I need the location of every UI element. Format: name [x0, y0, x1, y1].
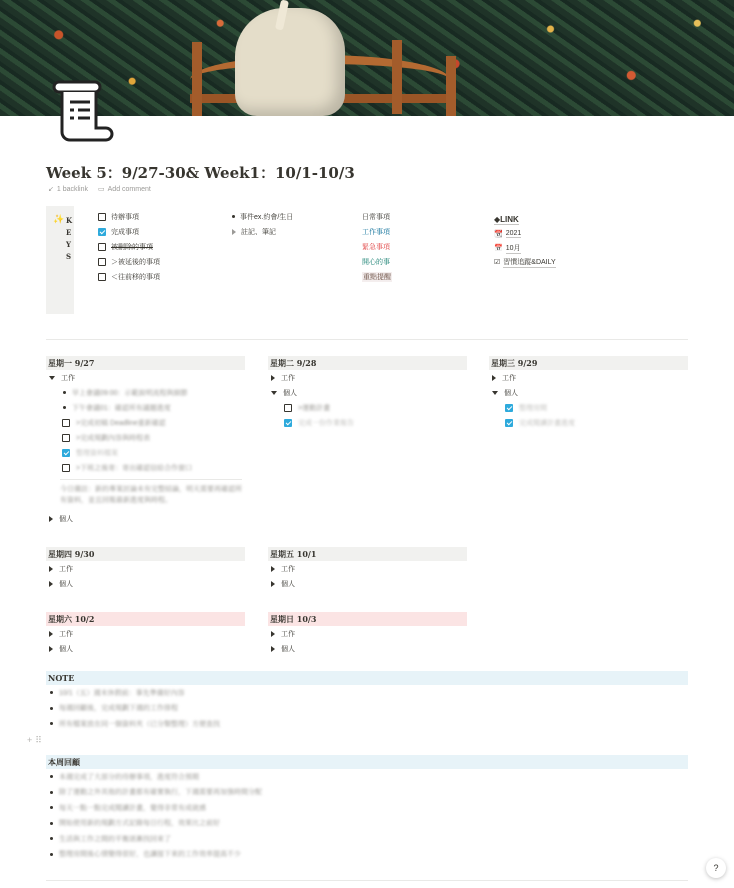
cover-fence-post — [192, 42, 202, 116]
bullet-icon — [50, 707, 53, 710]
list-item: 除了運動之外其他的計畫都有確實執行，下週需要再加強時間分配 — [46, 785, 688, 801]
day-heading: 星期二 9/28 — [268, 356, 467, 370]
plus-icon[interactable]: + — [27, 735, 33, 745]
day-heading: 星期五 10/1 — [268, 547, 467, 561]
toggle-arrow-icon[interactable] — [49, 581, 53, 587]
section-heading: 本周回顧 — [46, 755, 688, 769]
link-october[interactable]: 📅 10月 — [494, 244, 521, 252]
check-circle-icon: ☑ — [494, 259, 501, 266]
legend-todo: 待辦事項 — [98, 209, 160, 224]
list-item: 生活與工作之間的平衡逐漸找回來了 — [46, 831, 688, 847]
legend-color-urgent: 緊急事項 — [362, 243, 390, 251]
date-icon: 📅 — [494, 245, 503, 252]
add-comment-button[interactable]: ▭ Add comment — [98, 185, 151, 193]
list-item: 整理房間後心情變得很好，也讓接下來的工作效率提高不少 — [46, 847, 688, 863]
legend-color-highlight: 重點提醒 — [363, 273, 391, 281]
toggle-arrow-icon[interactable] — [271, 631, 275, 637]
note-paragraph: 今日備註：新的專案討論未有完整結論，明天需要再確認所有資料，並且回報最新進度與時程。 — [60, 486, 242, 504]
bullet-icon — [232, 215, 235, 218]
bullet-icon — [50, 837, 53, 840]
sparkle-icon: ✨ — [53, 214, 65, 224]
toggle-personal[interactable]: 個人 — [268, 576, 467, 591]
toggle-work[interactable]: 工作 — [46, 370, 245, 385]
checkbox[interactable] — [98, 273, 106, 281]
cover-fence-post — [392, 40, 402, 114]
legend-colors — [362, 209, 392, 284]
bullet-icon — [50, 691, 53, 694]
legend-moved-forward: ＜往前移的事項 — [98, 269, 160, 284]
list-item: 開始使用新的規劃方式記錄每日行程，效果比之前好 — [46, 816, 688, 832]
legend-markers — [232, 209, 293, 239]
divider — [46, 880, 688, 881]
scroll-icon[interactable] — [50, 78, 114, 144]
todo-item: 整理資料檔案 — [46, 445, 245, 460]
divider — [60, 479, 242, 480]
divider — [46, 339, 688, 340]
question-icon: ? — [713, 863, 719, 873]
toggle-arrow-icon[interactable] — [271, 375, 275, 381]
checkbox[interactable] — [62, 434, 70, 442]
day-heading: 星期一 9/27 — [46, 356, 245, 370]
day-heading: 星期三 9/29 — [489, 356, 688, 370]
block-handle[interactable] — [27, 735, 42, 746]
checkbox[interactable] — [284, 404, 292, 412]
toggle-work[interactable]: 工作 — [268, 370, 467, 385]
toggle-work[interactable]: 工作 — [46, 626, 245, 641]
day-thursday — [46, 547, 245, 591]
list-item: 下午會議01：確認所有議題進度 — [46, 400, 245, 415]
toggle-arrow-icon[interactable] — [49, 566, 53, 572]
checkbox-checked[interactable] — [505, 404, 513, 412]
legend-color-happy: 開心的事 — [362, 258, 390, 266]
section-heading: NOTE — [46, 671, 688, 685]
day-wednesday — [489, 356, 688, 430]
legend-color-work: 工作事項 — [362, 228, 390, 236]
note-section — [46, 671, 688, 732]
toggle-arrow-icon[interactable] — [232, 229, 236, 235]
toggle-work[interactable]: 工作 — [489, 370, 688, 385]
cover-unicorn — [235, 8, 345, 116]
list-item: 10/1（五）週末休假前：事先準備好內容 — [46, 685, 688, 701]
review-section — [46, 755, 688, 862]
legend-event: 事件ex.約會/生日 — [232, 209, 293, 224]
toggle-work[interactable]: 工作 — [268, 561, 467, 576]
day-heading: 星期六 10/2 — [46, 612, 245, 626]
day-heading: 星期日 10/3 — [268, 612, 467, 626]
checkbox[interactable] — [62, 464, 70, 472]
toggle-personal[interactable]: 個人 — [489, 385, 688, 400]
bullet-icon — [50, 806, 53, 809]
bullet-icon — [63, 391, 66, 394]
help-button[interactable] — [706, 858, 726, 878]
legend-checkboxes — [98, 209, 160, 284]
toggle-personal[interactable]: 個人 — [268, 385, 467, 400]
cover-fence-post — [446, 56, 456, 116]
bullet-icon — [50, 722, 53, 725]
todo-item: >運動計畫 — [268, 400, 467, 415]
day-saturday — [46, 612, 245, 656]
keys-callout — [46, 206, 74, 314]
checkbox-checked[interactable] — [62, 449, 70, 457]
toggle-arrow-icon[interactable] — [271, 646, 275, 652]
toggle-personal[interactable]: 個人 — [46, 641, 245, 656]
day-friday — [268, 547, 467, 591]
toggle-arrow-icon[interactable] — [271, 581, 275, 587]
toggle-work[interactable]: 工作 — [46, 561, 245, 576]
todo-item: 整理房間 — [489, 400, 688, 415]
legend-deleted: 被刪除的事項 — [98, 239, 160, 254]
legend-done: 完成事項 — [98, 224, 160, 239]
toggle-arrow-icon[interactable] — [492, 375, 496, 381]
drag-handle-icon[interactable]: ⠿ — [35, 735, 42, 745]
list-item: 每週回顧後，完成規劃下週的工作排程 — [46, 701, 688, 717]
backlink-link[interactable]: ↙ 1 backlink — [48, 185, 89, 193]
list-item: 本週完成了大部分的待辦事項，進度符合預期 — [46, 769, 688, 785]
todo-item: >完成初稿 Deadline重新確認 — [46, 415, 245, 430]
toggle-arrow-icon[interactable] — [49, 631, 53, 637]
page-title[interactable]: Week 5：9/27-30& Week1：10/1-10/3 — [46, 164, 355, 182]
toggle-personal[interactable]: 個人 — [268, 641, 467, 656]
backlink-icon: ↙ — [48, 186, 54, 193]
links-panel — [494, 213, 556, 269]
todo-item: 完成閱讀計畫進度 — [489, 415, 688, 430]
checkbox-checked[interactable] — [98, 228, 106, 236]
bullet-icon — [63, 406, 66, 409]
day-sunday — [268, 612, 467, 656]
bullet-icon — [50, 853, 53, 856]
todo-item: >完成規劃內容與時程表 — [46, 430, 245, 445]
page-meta — [48, 185, 151, 193]
toggle-arrow-icon[interactable] — [492, 391, 498, 395]
todo-item: 完成一份作業報告 — [268, 415, 467, 430]
link-2021[interactable]: 📆 2021 — [494, 230, 522, 238]
calendar-icon: 📆 — [494, 231, 503, 238]
toggle-arrow-icon[interactable] — [271, 391, 277, 395]
toggle-personal[interactable]: 個人 — [46, 576, 245, 591]
bullet-icon — [50, 775, 53, 778]
bullet-icon — [50, 791, 53, 794]
legend-note: 註記、筆記 — [232, 224, 293, 239]
checkbox-checked[interactable] — [505, 419, 513, 427]
toggle-arrow-icon[interactable] — [271, 566, 275, 572]
checkbox[interactable] — [98, 258, 106, 266]
checkbox[interactable] — [62, 419, 70, 427]
todo-item: >下班之後寄：寄出確認信給合作窗口 — [46, 460, 245, 475]
list-item: 早上會議09:00：示範說明流程與細節 — [46, 385, 245, 400]
toggle-personal[interactable]: 個人 — [46, 511, 245, 526]
links-header: ◆LINK — [494, 215, 519, 224]
day-heading: 星期四 9/30 — [46, 547, 245, 561]
list-item: 每天一點一點完成閱讀計畫，覺得非常有成就感 — [46, 800, 688, 816]
list-item: 所有檔案放在同一個資料夾（已分類整理）方便查找 — [46, 716, 688, 732]
callout-letters: K E Y S — [66, 216, 73, 261]
comment-icon: ▭ — [98, 186, 105, 193]
toggle-arrow-icon[interactable] — [49, 516, 53, 522]
legend-postponed: ＞被延後的事項 — [98, 254, 160, 269]
legend-color-daily: 日常事項 — [362, 213, 390, 221]
checkbox[interactable] — [98, 243, 106, 251]
checkbox[interactable] — [98, 213, 106, 221]
day-monday — [46, 356, 245, 526]
day-tuesday — [268, 356, 467, 430]
toggle-work[interactable]: 工作 — [268, 626, 467, 641]
link-habit-tracker[interactable]: ☑ 習慣追蹤&DAILY — [494, 258, 556, 266]
bullet-icon — [50, 822, 53, 825]
checkbox-checked[interactable] — [284, 419, 292, 427]
toggle-arrow-icon[interactable] — [49, 646, 53, 652]
toggle-arrow-icon[interactable] — [49, 376, 55, 380]
